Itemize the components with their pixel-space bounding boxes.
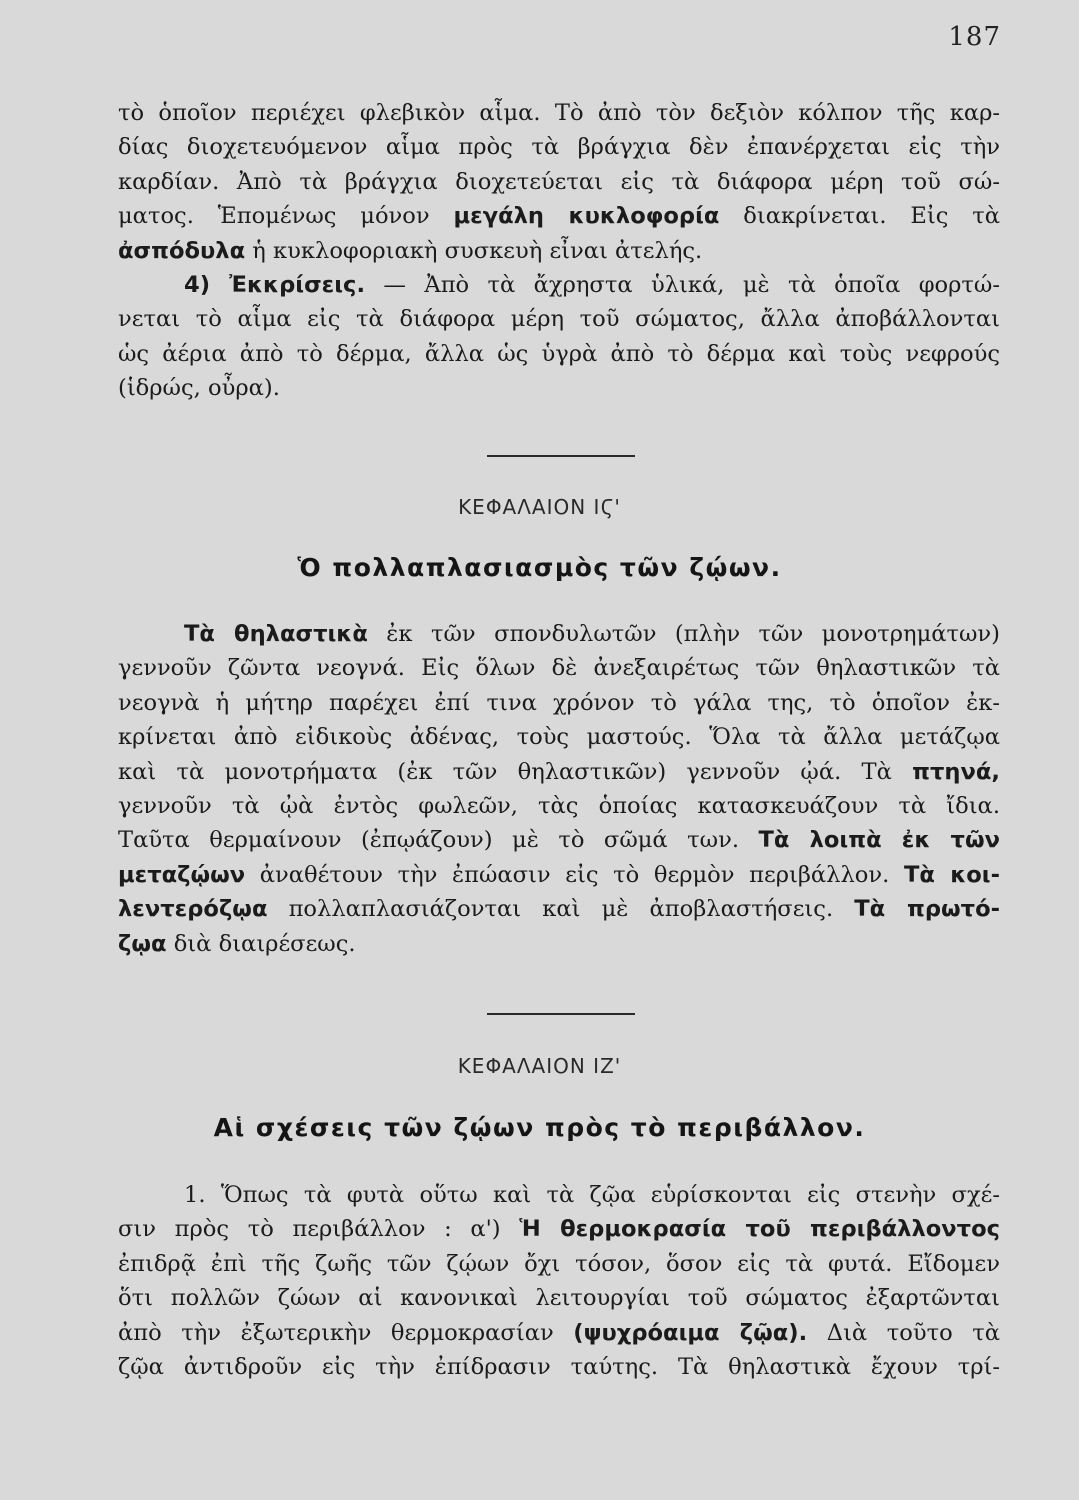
- text-line: [118, 823, 1000, 857]
- text-line: [118, 1316, 1000, 1350]
- bold-term: (ψυχρόαιμα ζῷα).: [573, 1319, 808, 1346]
- text-segment: διὰ διαιρέσεως.: [166, 930, 356, 957]
- chapter-17-text: [118, 1178, 1000, 1384]
- bold-term: πτηνά,: [912, 758, 1000, 785]
- text-line: [118, 302, 1000, 336]
- text-line: [118, 720, 1000, 754]
- text-segment: δίας διοχετευόμενον αἷμα πρὸς τὰ βράγχια δὲν ἐπανέρχεται εἰς τὴν: [118, 134, 1000, 161]
- bold-term: Τὰ κοι-: [903, 861, 1000, 888]
- text-segment: κρίνεται ἀπὸ εἰδικοὺς ἀδένας, τοὺς μαστούς. Ὅλα τὰ ἄλλα μετάζῳα: [118, 724, 1000, 751]
- bold-term: ἀσπόδυλα: [118, 237, 246, 264]
- bold-term: ζῳα: [118, 930, 167, 957]
- text-line: [118, 892, 1000, 926]
- text-line: [118, 1212, 1000, 1246]
- text-line: [118, 165, 1000, 199]
- bold-term: Ἡ θερμοκρασία τοῦ περιβάλλοντος: [519, 1216, 1000, 1243]
- text-line: [118, 617, 1000, 651]
- chapter-16-label: ΚΕΦΑΛΑΙΟΝ ΙϚ': [458, 495, 621, 519]
- text-line: [118, 651, 1000, 685]
- text-line: [118, 1350, 1000, 1384]
- text-segment: Διὰ τοῦτο τὰ: [807, 1319, 1001, 1346]
- text-segment: σιν πρὸς τὸ περιβάλλον : α'): [118, 1216, 520, 1243]
- text-segment: τὸ ὁποῖον περιέχει φλεβικὸν αἷμα. Τὸ ἀπὸ τὸν δεξιὸν κόλπον τῆς καρ-: [118, 100, 1000, 126]
- text-line: [118, 755, 1000, 789]
- text-line: [118, 858, 1000, 892]
- text-segment: νεται τὸ αἷμα εἰς τὰ διάφορα μέρη τοῦ σώματος, ἄλλα ἀποβάλλονται: [118, 306, 1000, 333]
- text-line: [118, 234, 1000, 268]
- text-segment: Ταῦτα θερμαίνουν (ἐπῳάζουν) μὲ τὸ σῶμά των.: [118, 827, 759, 854]
- section-1-text: [118, 96, 1000, 406]
- text-segment: 1. Ὅπως τὰ φυτὰ οὕτω καὶ τὰ ζῷα εὑρίσκονται εἰς στενὴν σχέ-: [184, 1182, 1000, 1208]
- page-number: 187: [948, 22, 1001, 52]
- text-segment: ἐκ τῶν σπονδυλωτῶν (πλὴν τῶν μονοτρημάτων): [367, 621, 1000, 647]
- text-segment: καὶ τὰ μονοτρήματα (ἐκ τῶν θηλαστικῶν) γεννοῦν ᾠά. Τὰ: [118, 758, 913, 785]
- text-segment: (ἱδρώς, οὖρα).: [118, 375, 280, 402]
- text-segment: ἡ κυκλοφοριακὴ συσκευὴ εἶναι ἀτελής.: [245, 237, 703, 264]
- text-segment: γεννοῦν ζῶντα νεογνά. Εἰς ὅλων δὲ ἀνεξαιρέτως τῶν θηλαστικῶν τὰ: [118, 655, 1000, 682]
- text-line: [118, 130, 1000, 164]
- text-line: [118, 1281, 1000, 1315]
- text-line: [118, 268, 1000, 302]
- text-segment: διακρίνεται. Εἰς τὰ: [719, 203, 1000, 230]
- text-line: [118, 96, 1000, 130]
- chapter-16-title: Ὁ πολλαπλασιασμὸς τῶν ζῴων.: [297, 553, 782, 582]
- text-segment: γεννοῦν τὰ ᾠὰ ἐντὸς φωλεῶν, τὰς ὁποίας κατασκευάζουν τὰ ἴδια.: [118, 792, 1000, 819]
- bold-term: λεντερόζῳα: [118, 896, 268, 923]
- bold-term: μεταζῴων: [118, 861, 246, 888]
- text-segment: νεογνὰ ἡ μήτηρ παρέχει ἐπί τινα χρόνον τὸ γάλα της, τὸ ὁποῖον ἐκ-: [118, 689, 1000, 716]
- text-line: [118, 371, 1000, 405]
- divider-1: [487, 455, 635, 457]
- text-segment: ὅτι πολλῶν ζώων αἱ κανονικαὶ λειτουργίαι τοῦ σώματος ἐξαρτῶνται: [118, 1285, 1000, 1312]
- text-segment: πολλαπλασιάζονται καὶ μὲ ἀποβλαστήσεις.: [267, 896, 855, 923]
- text-line: [118, 789, 1000, 823]
- text-segment: ἐπιδρᾷ ἐπὶ τῆς ζωῆς τῶν ζῴων ὄχι τόσον, ὅσον εἰς τὰ φυτά. Εἴδομεν: [118, 1250, 1000, 1277]
- text-segment: ζῷα ἀντιδροῦν εἰς τὴν ἐπίδρασιν ταύτης. Τὰ θηλαστικὰ ἔχουν τρί-: [118, 1353, 1000, 1380]
- chapter-17-title: Αἱ σχέσεις τῶν ζῴων πρὸς τὸ περιβάλλον.: [213, 1113, 866, 1142]
- chapter-17-label: ΚΕΦΑΛΑΙΟΝ ΙΖ': [457, 1054, 622, 1078]
- text-segment: ματος. Ἑπομένως μόνον: [118, 203, 454, 230]
- text-segment: ὡς ἀέρια ἀπὸ τὸ δέρμα, ἄλλα ὡς ὑγρὰ ἀπὸ τὸ δέρμα καὶ τοὺς νεφρούς: [118, 340, 1000, 367]
- bold-term: μεγάλη κυκλοφορία: [453, 203, 720, 230]
- divider-2: [487, 1013, 635, 1015]
- text-line: [118, 1247, 1000, 1281]
- text-line: [118, 1178, 1000, 1212]
- bold-term: Τὰ λοιπὰ ἐκ τῶν: [758, 827, 1001, 854]
- bold-term: Τὰ θηλαστικὰ: [184, 621, 368, 647]
- text-segment: καρδίαν. Ἀπὸ τὰ βράγχια διοχετεύεται εἰς τὰ διάφορα μέρη τοῦ σώ-: [118, 168, 1000, 195]
- text-line: [118, 337, 1000, 371]
- text-line: [118, 927, 1000, 961]
- text-segment: — Ἀπὸ τὰ ἄχρηστα ὑλικά, μὲ τὰ ὁποῖα φορτώ-: [365, 271, 1000, 298]
- bold-term: 4) Ἐκκρίσεις.: [184, 271, 366, 298]
- text-segment: ἀπὸ τὴν ἐξωτερικὴν θερμοκρασίαν: [118, 1319, 574, 1346]
- bold-term: Τὰ πρωτό-: [854, 896, 1000, 923]
- text-segment: ἀναθέτουν τὴν ἐπώασιν εἰς τὸ θερμὸν περιβάλλον.: [245, 861, 904, 888]
- chapter-16-text: [118, 617, 1000, 961]
- text-line: [118, 199, 1000, 233]
- text-line: [118, 686, 1000, 720]
